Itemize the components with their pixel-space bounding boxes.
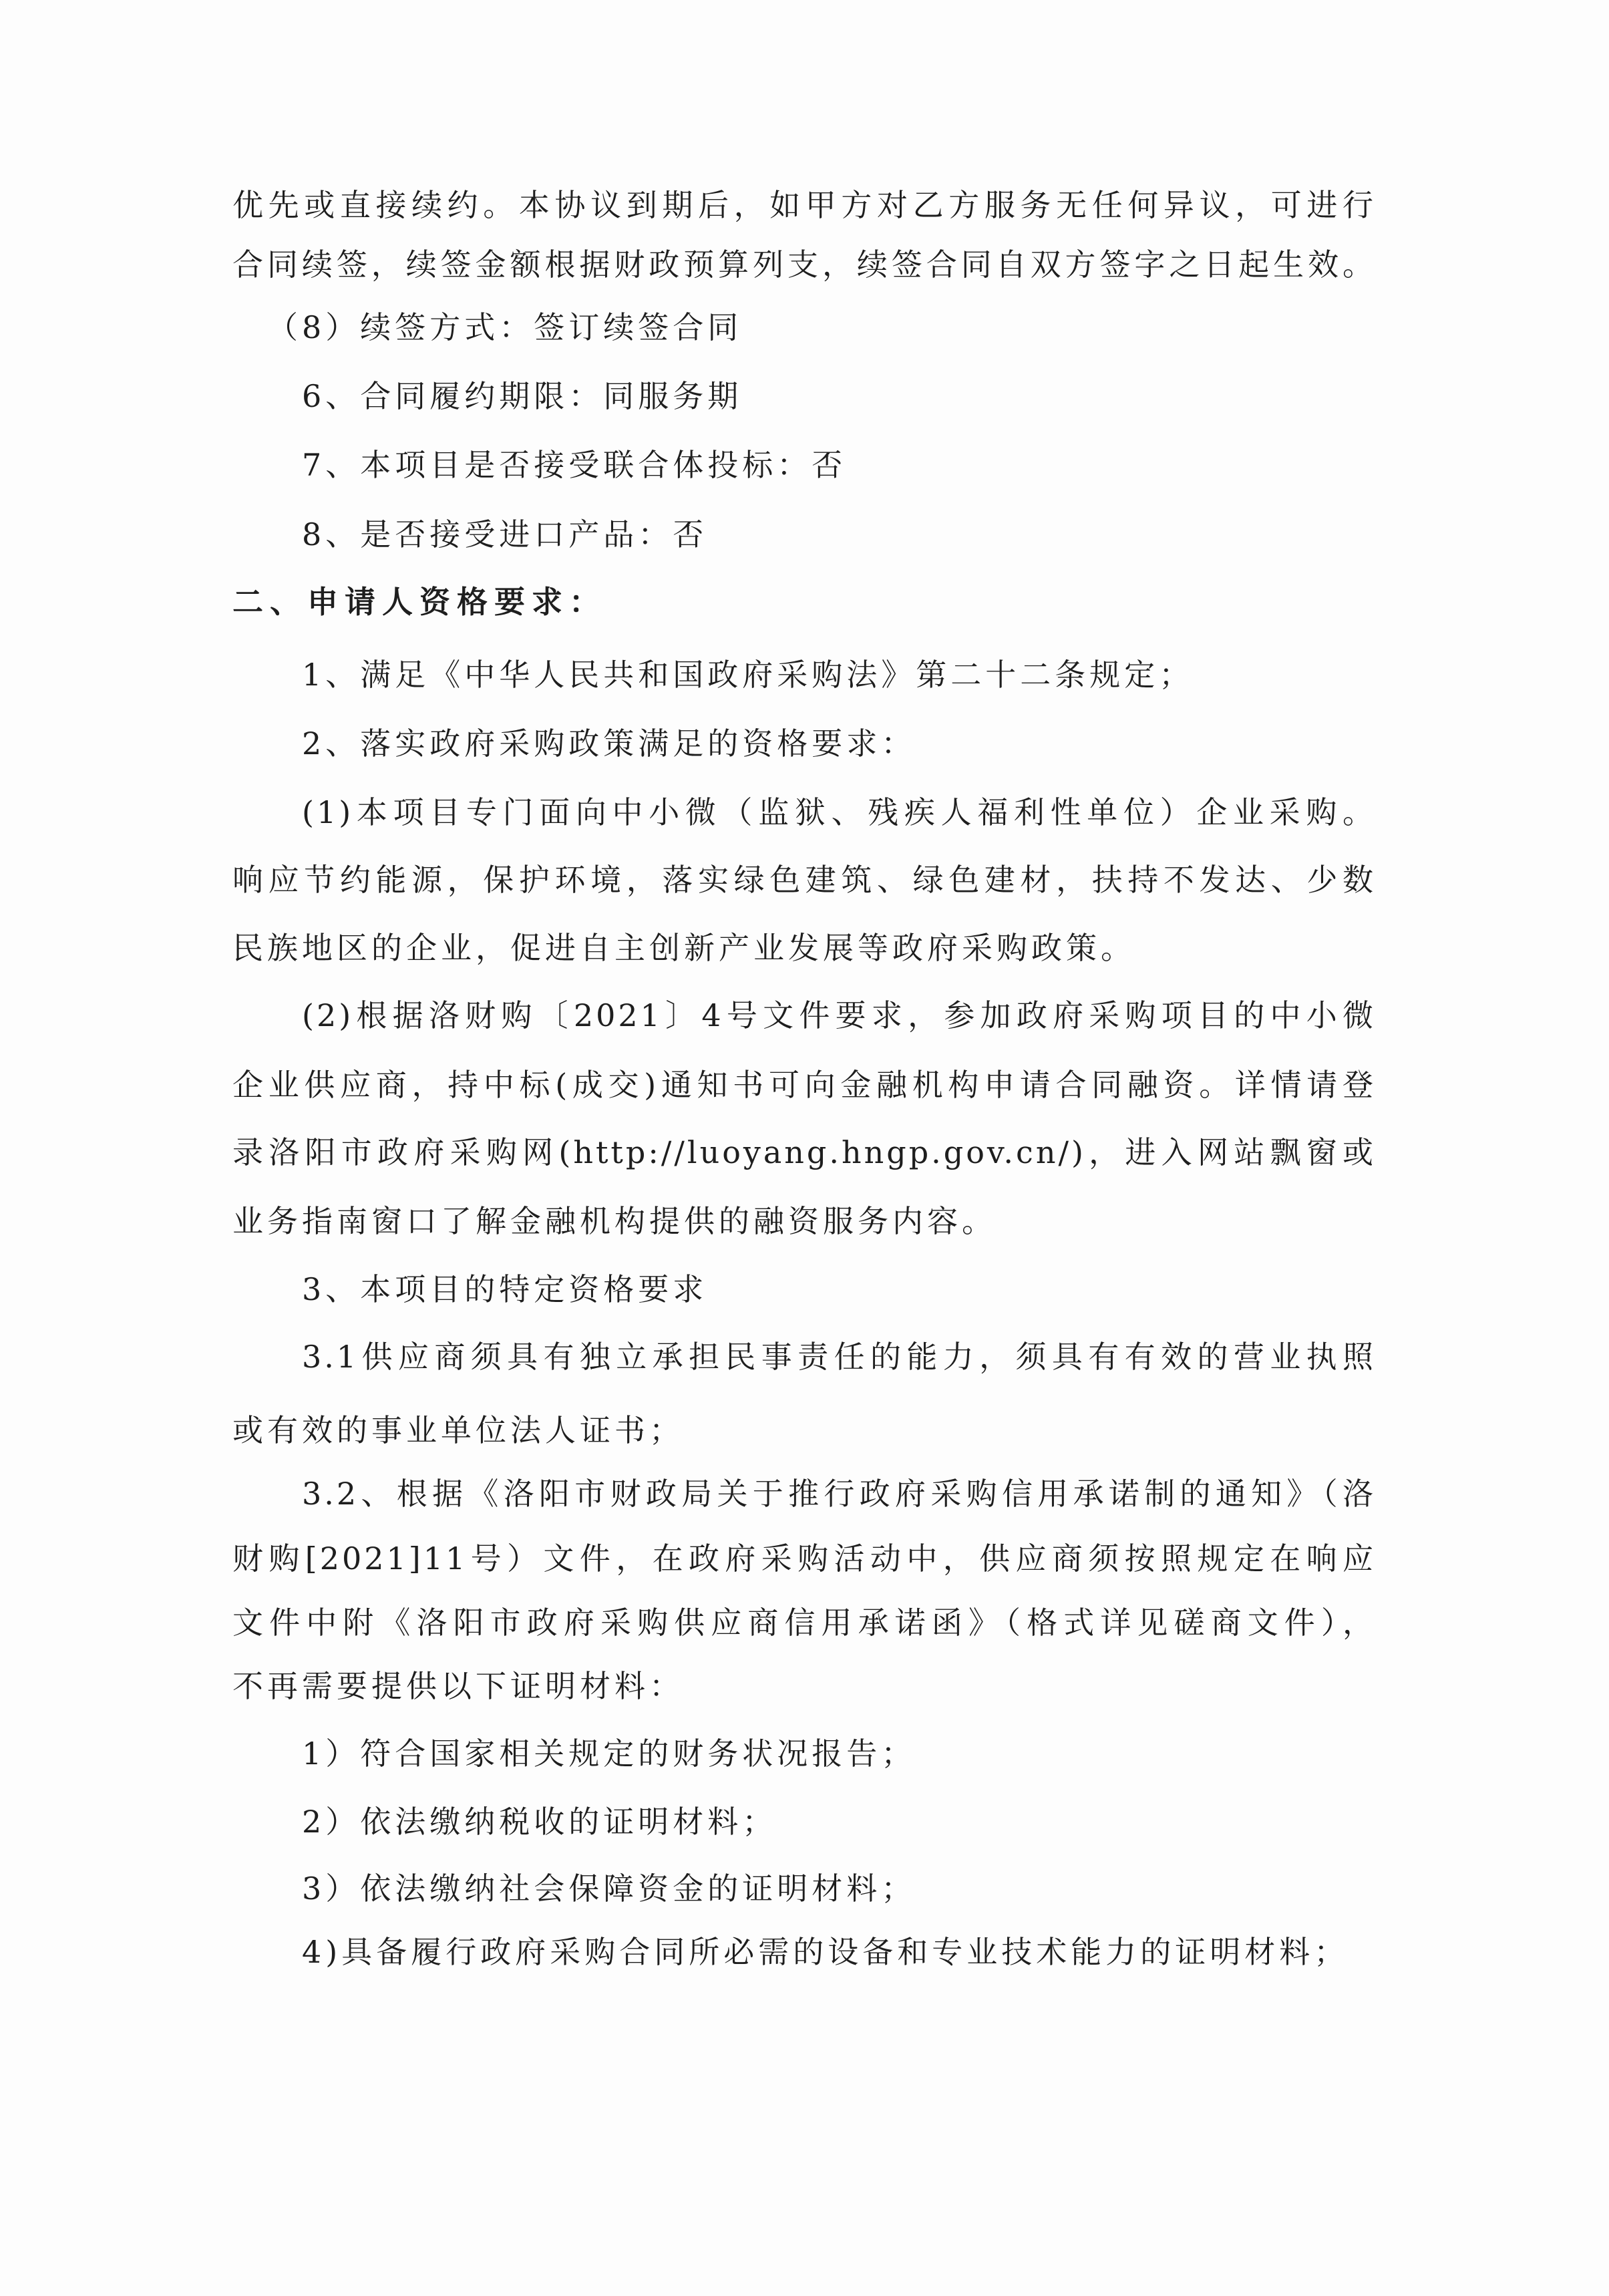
item-7-consortium: 7、本项目是否接受联合体投标：否 bbox=[302, 447, 847, 483]
paragraph-line: 3.1供应商须具有独立承担民事责任的能力，须具有有效的营业执照 bbox=[302, 1339, 1376, 1375]
paragraph-line-url: 录洛阳市政府采购网(http://luoyang.hngp.gov.cn/)，进入网站飘窗或 bbox=[232, 1134, 1376, 1170]
clause-8-renewal-method: （8）续签方式：签订续签合同 bbox=[267, 309, 743, 345]
paragraph-line: 企业供应商，持中标(成交)通知书可向金融机构申请合同融资。详情请登 bbox=[232, 1067, 1376, 1103]
paragraph-line: 文件中附《洛阳市政府采购供应商信用承诺函》（格式详见磋商文件）， bbox=[232, 1605, 1376, 1641]
requirement-3-heading: 3、本项目的特定资格要求 bbox=[302, 1271, 708, 1307]
requirement-2: 2、落实政府采购政策满足的资格要求： bbox=[302, 725, 916, 762]
section-heading-qualifications: 二、申请人资格要求： bbox=[232, 584, 606, 620]
paragraph-line: 3.2、根据《洛阳市财政局关于推行政府采购信用承诺制的通知》（洛 bbox=[302, 1476, 1376, 1512]
paragraph-line: 优先或直接续约。本协议到期后，如甲方对乙方服务无任何异议，可进行 bbox=[232, 187, 1376, 223]
requirement-1: 1、满足《中华人民共和国政府采购法》第二十二条规定； bbox=[302, 657, 1194, 693]
list-item-2: 2）依法缴纳税收的证明材料； bbox=[302, 1804, 777, 1840]
list-item-4: 4)具备履行政府采购合同所必需的设备和专业技术能力的证明材料； bbox=[302, 1934, 1349, 1970]
paragraph-line: 或有效的事业单位法人证书； bbox=[232, 1412, 684, 1448]
paragraph-line: 不再需要提供以下证明材料： bbox=[232, 1668, 684, 1704]
item-6-contract-period: 6、合同履约期限：同服务期 bbox=[302, 378, 743, 414]
list-item-1: 1）符合国家相关规定的财务状况报告； bbox=[302, 1736, 916, 1772]
paragraph-line: 业务指南窗口了解金融机构提供的融资服务内容。 bbox=[232, 1203, 997, 1239]
paragraph-line: 民族地区的企业，促进自主创新产业发展等政府采购政策。 bbox=[232, 930, 1135, 966]
item-8-imported-products: 8、是否接受进口产品：否 bbox=[302, 516, 708, 552]
list-item-3: 3）依法缴纳社会保障资金的证明材料； bbox=[302, 1870, 916, 1907]
paragraph-line: (1)本项目专门面向中小微（监狱、残疾人福利性单位）企业采购。 bbox=[302, 794, 1376, 830]
paragraph-line: 响应节约能源，保护环境，落实绿色建筑、绿色建材，扶持不发达、少数 bbox=[232, 862, 1376, 898]
paragraph-line: (2)根据洛财购〔2021〕4号文件要求，参加政府采购项目的中小微 bbox=[302, 997, 1376, 1033]
paragraph-line: 合同续签，续签金额根据财政预算列支，续签合同自双方签字之日起生效。 bbox=[232, 247, 1376, 283]
paragraph-line: 财购[2021]11号）文件，在政府采购活动中，供应商须按照规定在响应 bbox=[232, 1540, 1376, 1577]
